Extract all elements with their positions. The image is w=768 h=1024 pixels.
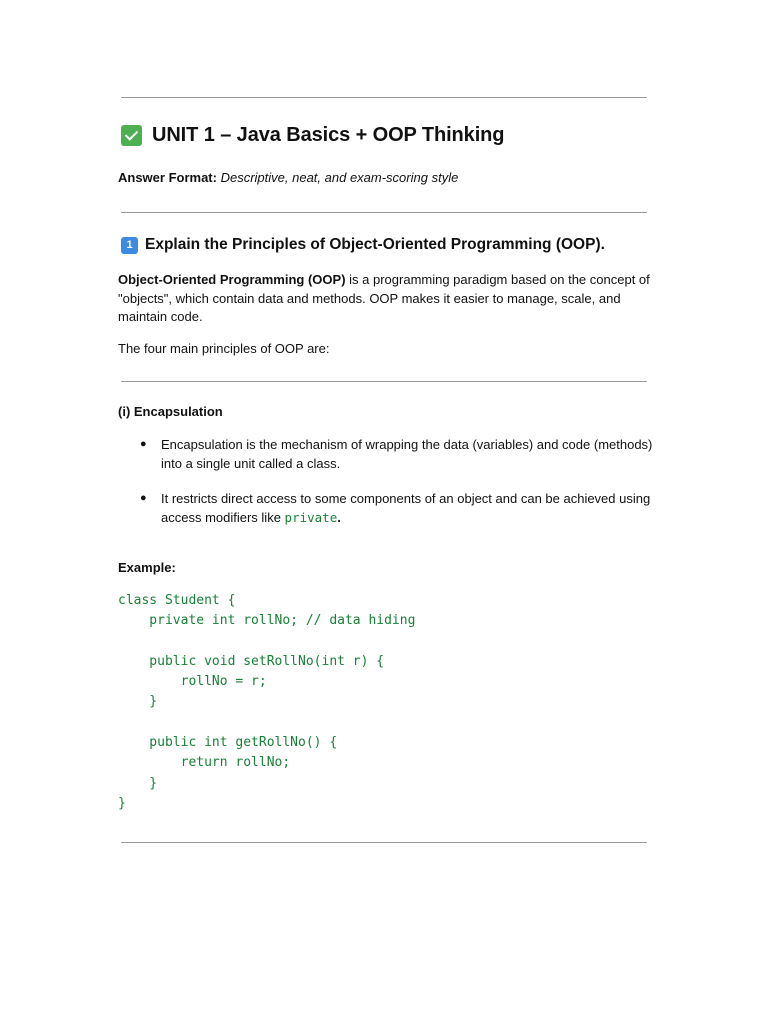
encapsulation-heading: (i) Encapsulation bbox=[118, 404, 223, 419]
code-line: rollNo = r; bbox=[180, 674, 267, 690]
oop-definition-paragraph bbox=[118, 271, 658, 327]
unit-title: UNIT 1 – Java Basics + OOP Thinking bbox=[152, 124, 505, 146]
horizontal-rule bbox=[121, 97, 647, 98]
horizontal-rule bbox=[121, 381, 647, 382]
unit-title-row bbox=[121, 124, 504, 147]
encapsulation-bullets bbox=[140, 435, 660, 473]
four-principles-text: The four main principles of OOP are: bbox=[118, 341, 330, 356]
inline-code-private: private bbox=[284, 510, 338, 525]
code-line: public int getRollNo() { bbox=[149, 735, 338, 751]
code-block bbox=[118, 591, 415, 814]
horizontal-rule bbox=[121, 842, 647, 843]
encapsulation-bullets bbox=[140, 489, 660, 527]
bullet-item bbox=[140, 435, 660, 473]
bullet-dot: ● bbox=[140, 492, 147, 504]
bullet-item bbox=[140, 489, 660, 527]
answer-format-value: Descriptive, neat, and exam-scoring style bbox=[220, 170, 459, 185]
code-line: class Student { bbox=[118, 593, 236, 608]
answer-format-label: Answer Format: bbox=[118, 170, 217, 185]
answer-format-line bbox=[118, 170, 458, 185]
bullet-end-punct: . bbox=[337, 510, 341, 525]
code-line: } bbox=[149, 694, 158, 710]
bullet-dot: ● bbox=[140, 438, 147, 450]
code-line: return rollNo; bbox=[180, 755, 291, 771]
horizontal-rule bbox=[121, 212, 647, 213]
oop-definition-text: is a programming paradigm based on the concept of "objects", which contain data and methods. OOP makes it easier to manage, scale, and maintain code. bbox=[118, 272, 650, 324]
check-mark-button-icon bbox=[121, 125, 142, 146]
code-line: public void setRollNo(int r) { bbox=[149, 653, 385, 669]
code-line: } bbox=[118, 795, 126, 811]
question-title: Explain the Principles of Object-Oriented Programming (OOP). bbox=[145, 236, 605, 253]
code-line: private int rollNo; // data hiding bbox=[149, 613, 416, 629]
code-line: } bbox=[149, 775, 158, 791]
bullet-text: Encapsulation is the mechanism of wrapping the data (variables) and code (methods) into a single unit called a class. bbox=[161, 437, 653, 471]
example-label: Example: bbox=[118, 560, 176, 575]
keycap-1-icon: 1 bbox=[121, 237, 138, 254]
question-title-row bbox=[121, 236, 605, 254]
bullet-text: It restricts direct access to some components of an object and can be achieved using access modifiers like bbox=[161, 491, 651, 525]
oop-term: Object-Oriented Programming (OOP) bbox=[118, 272, 346, 287]
